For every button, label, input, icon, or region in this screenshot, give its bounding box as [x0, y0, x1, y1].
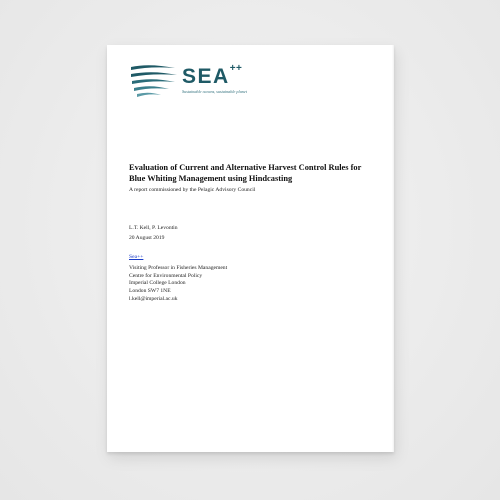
report-cover-page	[107, 45, 394, 452]
wave-logo-icon	[129, 63, 179, 99]
contact-centre: Centre for Environmental Policy	[129, 272, 203, 279]
sea-plus-plus-logo	[129, 63, 269, 101]
logo-word: SEA	[182, 65, 230, 88]
logo-wordmark	[182, 63, 243, 88]
contact-address: London SW7 1NE	[129, 288, 171, 295]
author-block	[129, 223, 178, 243]
report-title: Evaluation of Current and Alternative Harvest Control Rules for Blue Whiting Management using Hindcasting	[129, 163, 362, 183]
report-subtitle: A report commissioned by the Pelagic Advisory Council	[129, 187, 256, 193]
contact-position: Visiting Professor in Fisheries Management	[129, 264, 228, 271]
contact-email: l.kell@imperial.ac.uk	[129, 295, 178, 302]
authors: L.T. Kell, P. Levontin	[129, 225, 178, 231]
sea-plus-plus-link[interactable]: Sea++	[129, 254, 144, 260]
contact-block	[129, 254, 227, 304]
logo-superscript: ++	[229, 63, 243, 74]
logo-tagline: Sustainable oceans, sustainable planet	[182, 89, 247, 94]
contact-institution: Imperial College London	[129, 280, 186, 287]
report-date: 20 August 2019	[129, 235, 165, 241]
